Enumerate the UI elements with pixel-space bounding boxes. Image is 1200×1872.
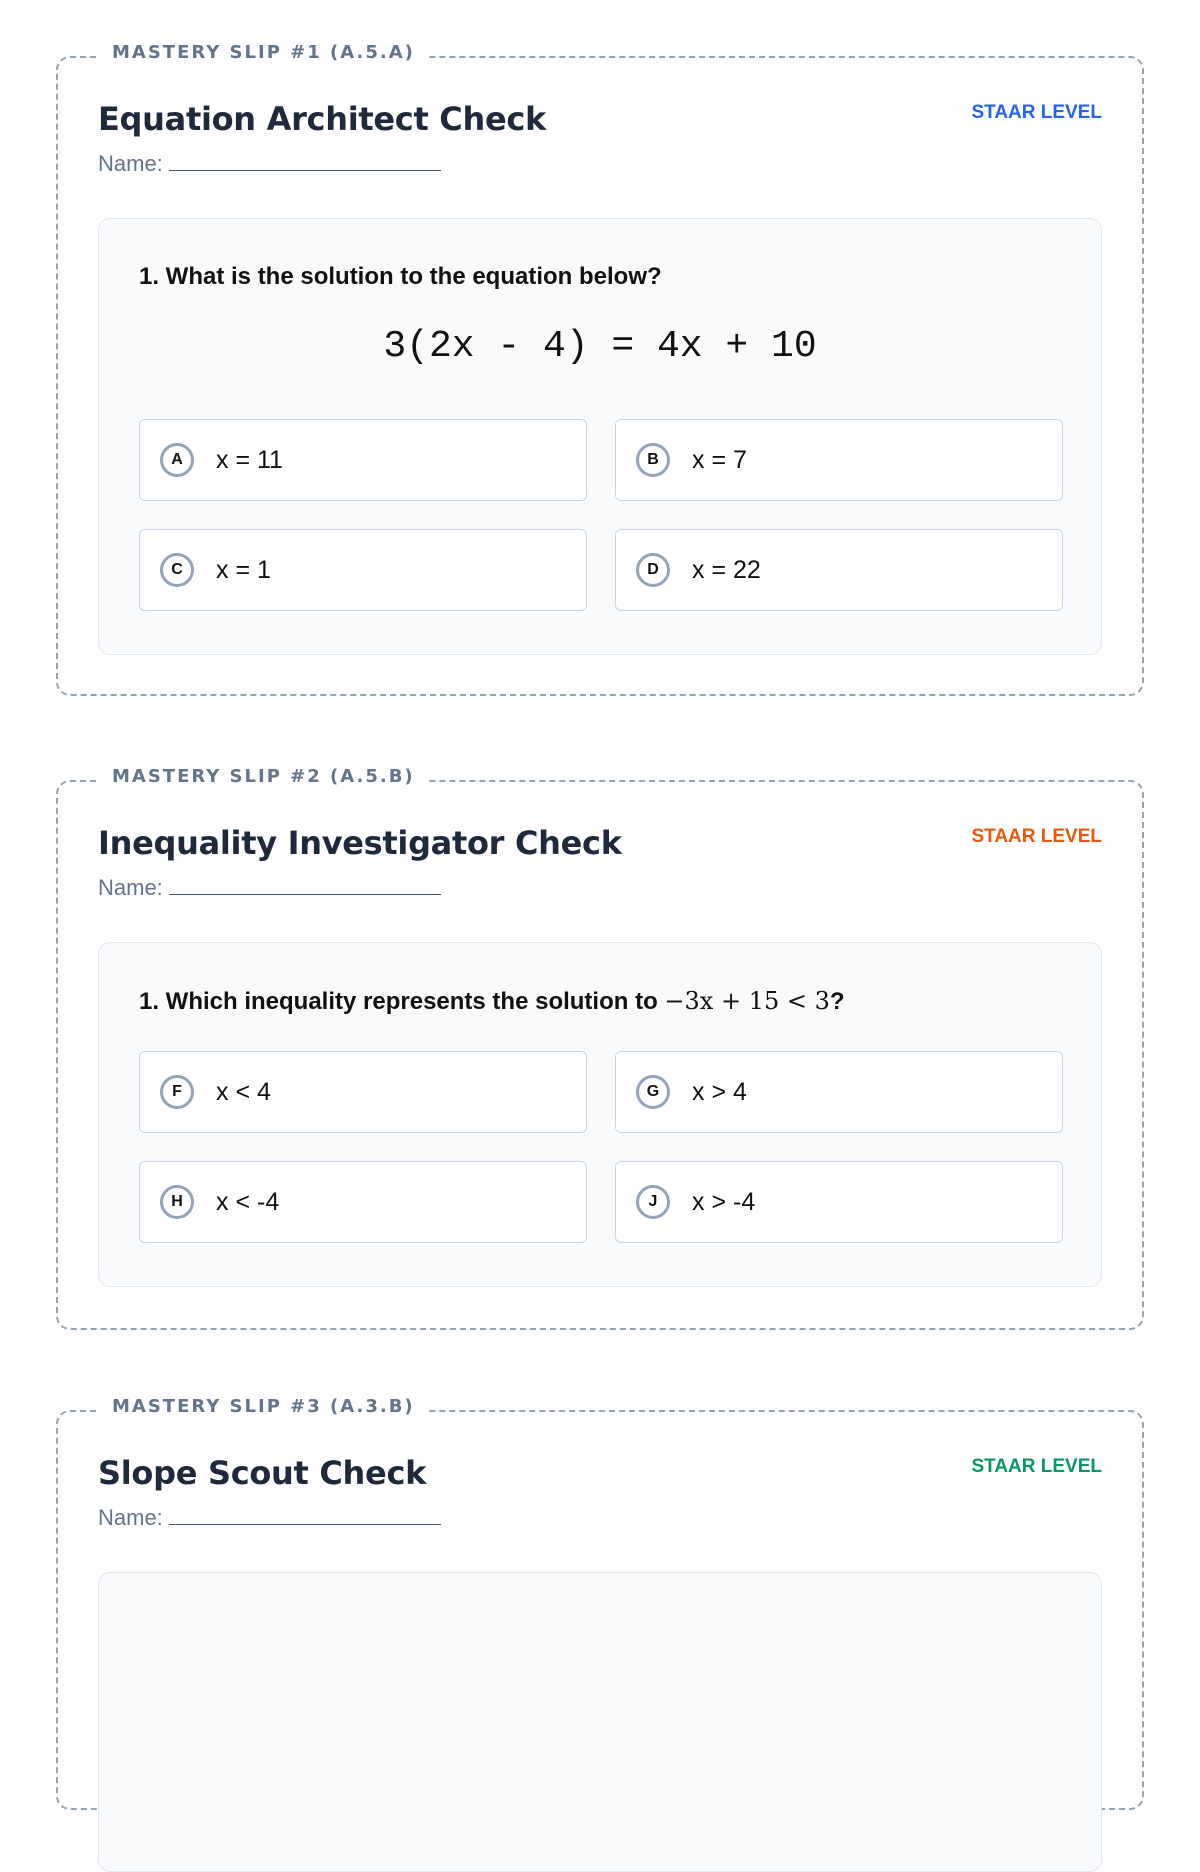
question-prefix: 1. Which inequality represents the solution to <box>139 988 658 1015</box>
option-text: x = 22 <box>692 555 761 584</box>
option-f[interactable] <box>139 1051 587 1133</box>
option-a[interactable] <box>139 419 587 501</box>
level-badge: STAAR LEVEL <box>971 102 1102 123</box>
name-line <box>169 150 441 171</box>
name-label: Name: <box>98 875 163 900</box>
mastery-slip-2 <box>56 766 1144 1330</box>
slip-label: MASTERY SLIP #1 (A.5.A) <box>98 42 429 63</box>
option-text: x < 4 <box>216 1077 271 1106</box>
name-label: Name: <box>98 151 163 176</box>
option-letter: H <box>160 1185 194 1219</box>
slip-label: MASTERY SLIP #2 (A.5.B) <box>98 766 429 787</box>
option-letter: D <box>636 553 670 587</box>
slip-title: Inequality Investigator Check <box>98 824 622 862</box>
level-badge: STAAR LEVEL <box>971 1456 1102 1477</box>
level-badge: STAAR LEVEL <box>971 826 1102 847</box>
name-line <box>169 874 441 895</box>
name-field[interactable] <box>98 1504 441 1531</box>
name-label: Name: <box>98 1505 163 1530</box>
question-text: 1. What is the solution to the equation below? <box>139 263 662 290</box>
option-h[interactable] <box>139 1161 587 1243</box>
question-text <box>139 987 845 1016</box>
option-text: x > 4 <box>692 1077 747 1106</box>
name-field[interactable] <box>98 874 441 901</box>
slip-label: MASTERY SLIP #3 (A.3.B) <box>98 1396 429 1417</box>
option-text: x > -4 <box>692 1187 756 1216</box>
option-text: x = 7 <box>692 445 747 474</box>
mastery-slip-1 <box>56 42 1144 696</box>
option-text: x = 1 <box>216 555 271 584</box>
question-box <box>98 1572 1102 1872</box>
option-letter: G <box>636 1075 670 1109</box>
option-text: x < -4 <box>216 1187 280 1216</box>
question-end: ? <box>829 988 845 1015</box>
question-math: −3x + 15 < 3 <box>664 987 830 1015</box>
option-letter: C <box>160 553 194 587</box>
mastery-slip-3 <box>56 1396 1144 1810</box>
question-box <box>98 942 1102 1287</box>
slip-title: Slope Scout Check <box>98 1454 427 1492</box>
option-j[interactable] <box>615 1161 1063 1243</box>
name-field[interactable] <box>98 150 441 177</box>
option-b[interactable] <box>615 419 1063 501</box>
slip-title: Equation Architect Check <box>98 100 547 138</box>
equation: 3(2x - 4) = 4x + 10 <box>383 325 817 368</box>
option-letter: A <box>160 443 194 477</box>
option-letter: F <box>160 1075 194 1109</box>
option-letter: B <box>636 443 670 477</box>
option-letter: J <box>636 1185 670 1219</box>
option-text: x = 11 <box>216 445 283 474</box>
option-d[interactable] <box>615 529 1063 611</box>
question-box <box>98 218 1102 655</box>
name-line <box>169 1504 441 1525</box>
option-g[interactable] <box>615 1051 1063 1133</box>
option-c[interactable] <box>139 529 587 611</box>
